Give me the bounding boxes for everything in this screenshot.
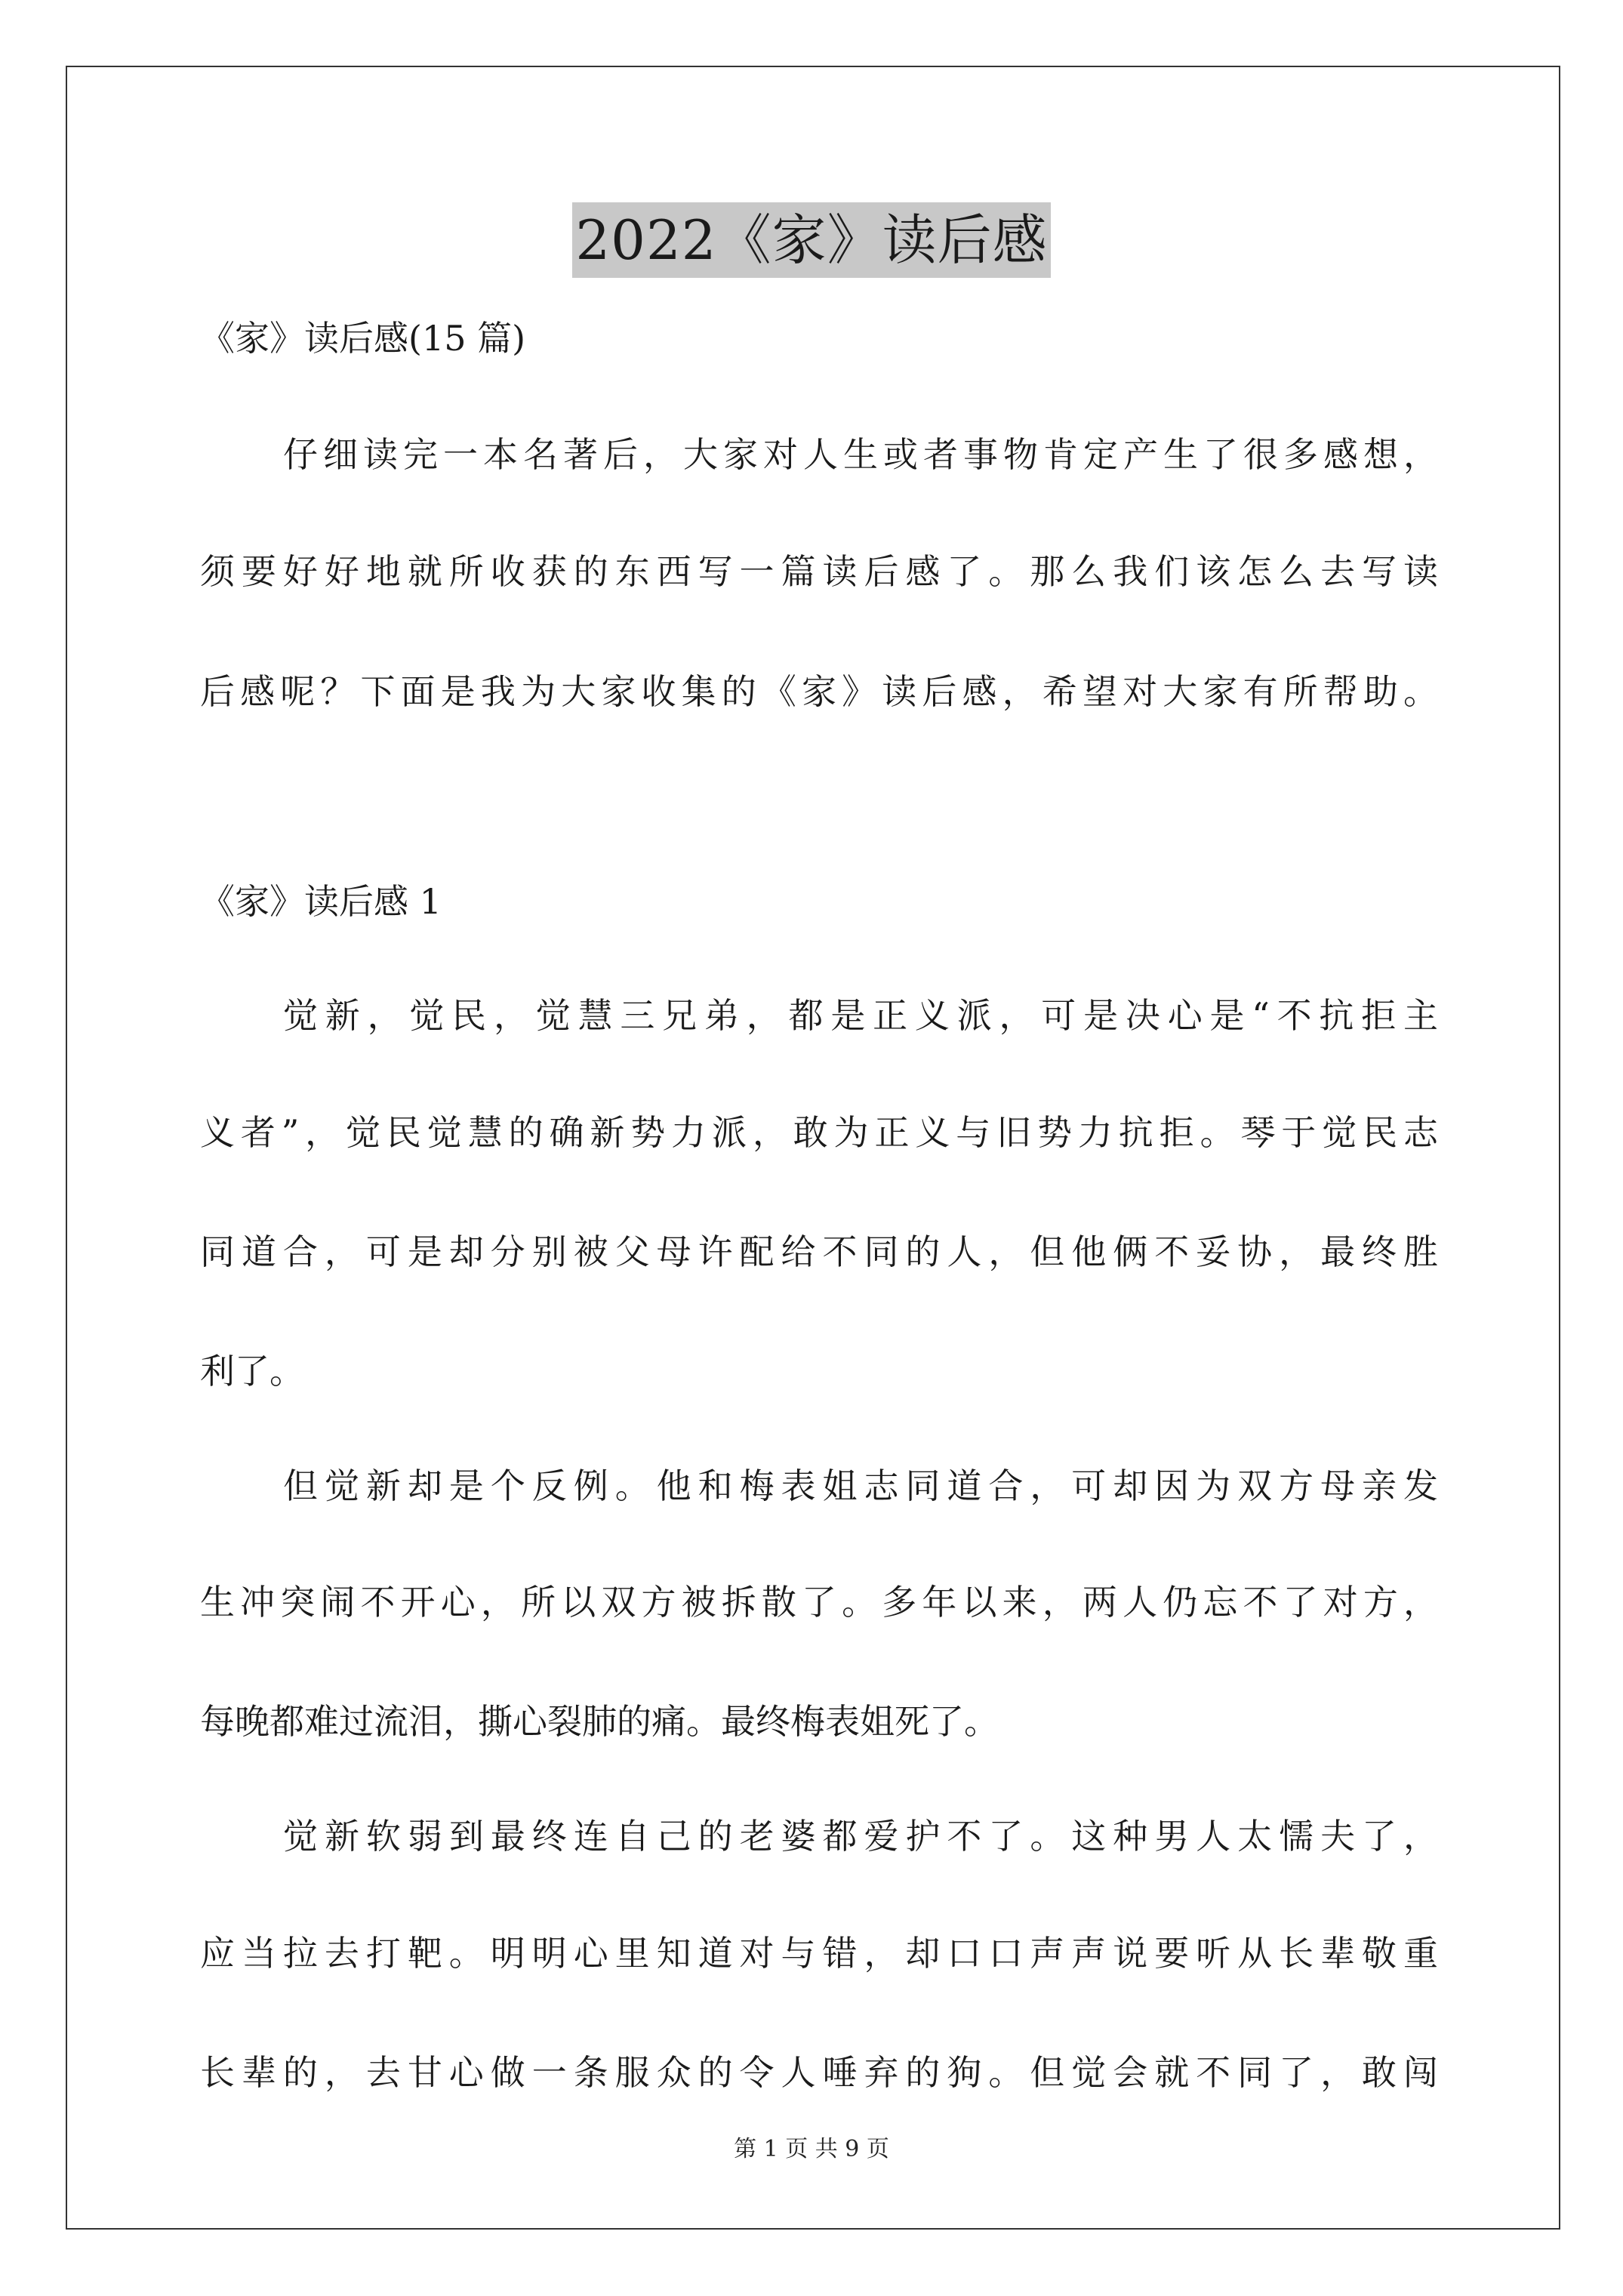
intro-line-3: 后感呢？下面是我为大家收集的《家》读后感，希望对大家有所帮助。: [200, 671, 1438, 712]
para1-line-3: 同道合，可是却分别被父母许配给不同的人，但他俩不妥协，最终胜: [200, 1231, 1438, 1272]
intro-line-1: 仔细读完一本名著后，大家对人生或者事物肯定产生了很多感想，: [283, 434, 1438, 475]
para2-line-1: 但觉新却是个反例。他和梅表姐志同道合，可却因为双方母亲发: [283, 1465, 1438, 1506]
para3-line-3: 长辈的，去甘心做一条服众的令人唾弃的狗。但觉会就不同了，敢闯: [200, 2052, 1438, 2093]
section-heading: 《家》读后感 1: [200, 881, 442, 922]
para1-line-2: 义者”，觉民觉慧的确新势力派，敢为正义与旧势力抗拒。琴于觉民志: [200, 1112, 1438, 1153]
document-title: 2022《家》读后感: [572, 202, 1050, 278]
para1-line-1: 觉新，觉民，觉慧三兄弟，都是正义派，可是决心是“不抗拒主: [283, 995, 1438, 1036]
para1-line-4: 利了。: [200, 1351, 304, 1391]
document-subtitle: 《家》读后感(15 篇): [200, 318, 526, 359]
page-footer: 第 1 页 共 9 页: [734, 2136, 889, 2162]
para3-line-1: 觉新软弱到最终连自己的老婆都爱护不了。这种男人太懦夫了，: [283, 1816, 1438, 1857]
para2-line-2: 生冲突闹不开心，所以双方被拆散了。多年以来，两人仍忘不了对方，: [200, 1582, 1438, 1623]
title-container: [0, 202, 1623, 278]
intro-line-2: 须要好好地就所收获的东西写一篇读后感了。那么我们该怎么去写读: [200, 551, 1438, 592]
para2-line-3: 每晚都难过流泪，撕心裂肺的痛。最终梅表姐死了。: [200, 1701, 999, 1742]
para3-line-2: 应当拉去打靶。明明心里知道对与错，却口口声声说要听从长辈敬重: [200, 1933, 1438, 1974]
